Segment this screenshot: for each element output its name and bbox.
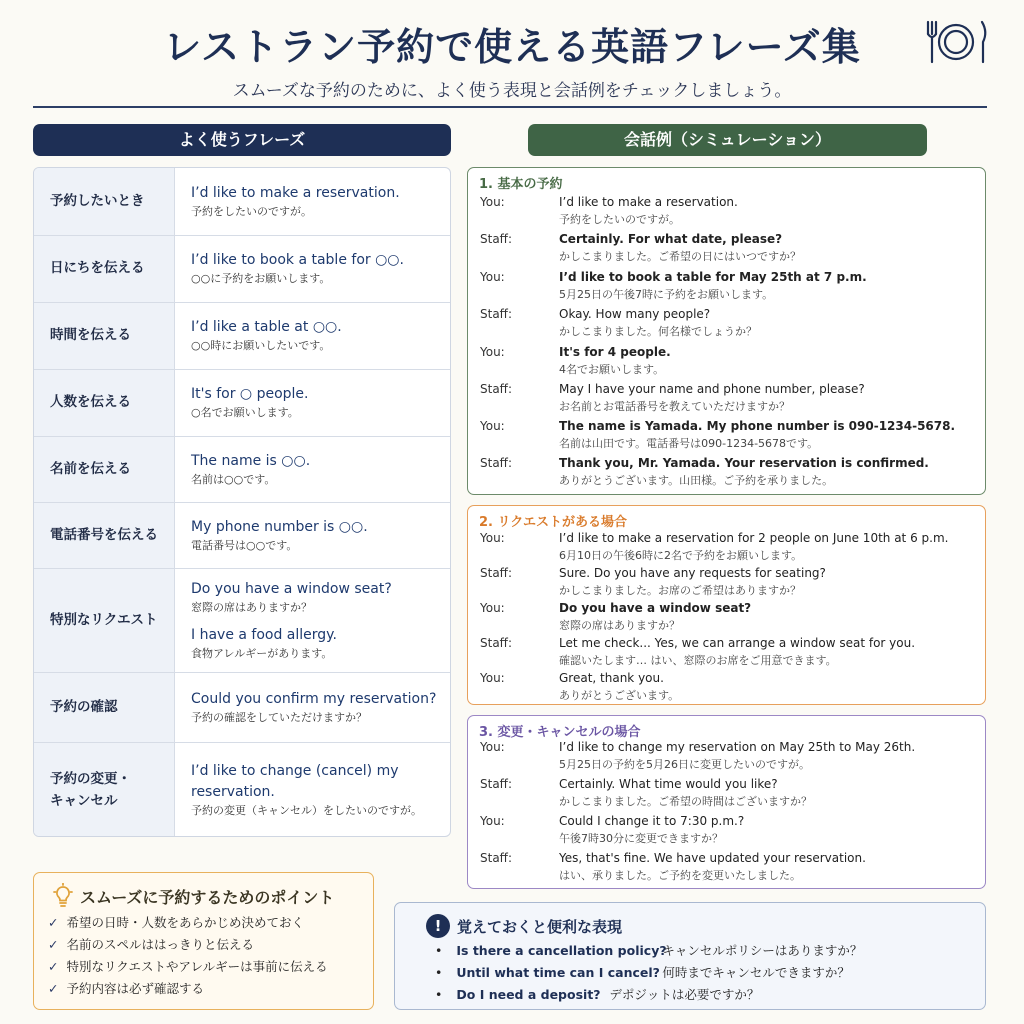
phrase-japanese: 電話番号は○○です。 (191, 538, 298, 552)
useful-item: • Do I need a deposit? デポジットは必要ですか？ (435, 987, 760, 1002)
phrase-category-line: キャンセル (50, 792, 118, 809)
speaker: You: (480, 419, 505, 433)
phrase-japanese: 食物アレルギーがあります。 (191, 646, 333, 660)
dialogue-request (467, 505, 986, 705)
speaker: Staff: (480, 382, 512, 396)
useful-japanese: デポジットは必要ですか？ (609, 987, 760, 1002)
tip-item (48, 979, 204, 997)
dialogue-japanese: かしこまりました。ご希望の時間はございますか？ (559, 795, 812, 808)
phrase-category (34, 743, 175, 837)
speaker: Staff: (480, 636, 512, 650)
phrase-row (34, 742, 450, 837)
dialogue-english: Thank you, Mr. Yamada. Your reservation is confirmed. (559, 456, 929, 470)
phrase-row (34, 568, 450, 672)
phrase-japanese: ○○時にお願いしたいです。 (191, 339, 331, 353)
phrase-category: 予約したいとき (34, 168, 175, 235)
dialogue-japanese: 予約をしたいのですが。 (559, 213, 680, 226)
dialogue-basic (467, 167, 986, 495)
speaker: You: (480, 270, 505, 284)
useful-item: • Is there a cancellation policy?キャンセルポリシーはありますか？ (435, 943, 863, 958)
useful-expressions-box (394, 902, 986, 1010)
speaker: You: (480, 601, 505, 615)
phrase-row (34, 302, 450, 369)
phrase-japanese: 名前は○○です。 (191, 472, 276, 486)
dialogue-japanese: 午後7時30分に変更できますか？ (559, 832, 723, 845)
phrase-row (34, 235, 450, 302)
page-subtitle: スムーズな予約のために、よく使う表現と会話例をチェックしましょう。 (232, 81, 792, 101)
fork-plate-knife-icon (922, 18, 990, 66)
phrase-row (34, 502, 450, 568)
speaker: You: (480, 531, 505, 545)
dialogue-english: I’d like to book a table for May 25th at 7 p.m. (559, 270, 867, 284)
useful-english: Until what time can I cancel? (456, 965, 660, 980)
page-title: レストラン予約で使える英語フレーズ集 (163, 25, 861, 69)
dialogue-english: I’d like to make a reservation. (559, 195, 738, 209)
phrase-english: reservation. (191, 783, 275, 800)
dialogue-english: Do you have a window seat? (559, 601, 752, 615)
dialogue-japanese: 5月25日の予約を5月26日に変更したいのですが。 (559, 758, 810, 771)
speaker: Staff: (480, 851, 512, 865)
phrase-row (34, 168, 450, 235)
dialogue-japanese: 6月10日の午後6時に2名で予約をお願いします。 (559, 549, 803, 562)
phrase-english: The name is ○○. (191, 452, 311, 469)
check-icon: ✓ (48, 915, 59, 930)
check-icon: ✓ (48, 981, 59, 996)
speaker: Staff: (480, 456, 512, 470)
phrase-japanese: 予約をしたいのですが。 (191, 204, 312, 218)
lightbulb-icon (52, 883, 74, 909)
phrase-japanese: ○○に予約をお願いします。 (191, 272, 331, 286)
phrase-japanese: 予約の変更（キャンセル）をしたいのですが。 (191, 804, 422, 817)
useful-english: Is there a cancellation policy? (456, 943, 667, 958)
check-icon: ✓ (48, 937, 59, 952)
speaker: Staff: (480, 307, 512, 321)
phrases-heading: よく使うフレーズ (33, 124, 451, 156)
speaker: Staff: (480, 777, 512, 791)
useful-japanese: キャンセルポリシーはありますか？ (662, 943, 863, 958)
phrase-row (34, 436, 450, 502)
dialogue-english: Certainly. What time would you like? (559, 777, 778, 791)
phrase-japanese: ○名でお願いします。 (191, 406, 299, 420)
phrase-category: 特別なリクエスト (34, 569, 175, 672)
dialogue-japanese: ありがとうございます。 (559, 689, 680, 702)
dialogue-english: Sure. Do you have any requests for seating? (559, 566, 826, 580)
phrase-table (33, 167, 451, 837)
phrase-japanese: 予約の確認をしていただけますか？ (191, 710, 367, 724)
tip-item (48, 913, 304, 931)
phrase-category: 名前を伝える (34, 437, 175, 502)
phrase-category: 予約の確認 (34, 673, 175, 742)
dialogue-english: I’d like to change my reservation on May 25th to May 26th. (559, 740, 916, 754)
phrase-english: I have a food allergy. (191, 626, 337, 643)
phrase-category: 時間を伝える (34, 303, 175, 369)
dialogue-japanese: かしこまりました。お席のご希望はありますか？ (559, 584, 801, 597)
phrase-english: It's for ○ people. (191, 386, 309, 403)
dialogue-english: May I have your name and phone number, please? (559, 382, 865, 396)
tip-text: 特別なリクエストやアレルギーは事前に伝える (66, 959, 328, 974)
dialogue-english: I’d like to make a reservation for 2 people on June 10th at 6 p.m. (559, 531, 949, 545)
phrase-row (34, 369, 450, 436)
dialogue-english: Yes, that's fine. We have updated your reservation. (559, 851, 866, 865)
phrase-english: I’d like to change (cancel) my (191, 763, 399, 780)
dialogue-title: 1. 基本の予約 (479, 177, 563, 192)
phrase-row (34, 672, 450, 742)
tip-text: 予約内容は必ず確認する (66, 981, 204, 996)
dialogue-japanese: 4名でお願いします。 (559, 363, 665, 376)
dialogue-title: 2. リクエストがある場合 (479, 515, 627, 530)
dialogue-english: The name is Yamada. My phone number is 090-1234-5678. (559, 419, 956, 433)
dialogue-english: It's for 4 people. (559, 345, 671, 359)
dialogue-english: Let me check... Yes, we can arrange a window seat for you. (559, 636, 916, 650)
dialogue-english: Certainly. For what date, please? (559, 232, 783, 246)
tip-item (48, 935, 254, 953)
dialogue-japanese: かしこまりました。何名様でしょうか？ (559, 325, 757, 338)
dialogue-japanese: 5月25日の午後7時に予約をお願いします。 (559, 288, 774, 301)
speaker: Staff: (480, 232, 512, 246)
tip-text: 名前のスペルははっきりと伝える (66, 937, 254, 952)
dialogue-japanese: かしこまりました。ご希望の日にはいつですか？ (559, 250, 801, 263)
phrase-category: 人数を伝える (34, 370, 175, 436)
tips-title: スムーズに予約するためのポイント (80, 888, 335, 907)
speaker: You: (480, 195, 505, 209)
dialogue-japanese: 名前は山田です。電話番号は090-1234-5678です。 (559, 437, 819, 450)
speaker: You: (480, 814, 505, 828)
tips-box (33, 872, 374, 1010)
dialogue-japanese: はい、承りました。ご予約を変更いたしました。 (559, 869, 801, 882)
tip-text: 希望の日時・人数をあらかじめ決めておく (66, 915, 304, 930)
phrase-english: My phone number is ○○. (191, 518, 368, 535)
dialogue-change-cancel (467, 715, 986, 889)
phrase-english: I’d like to book a table for ○○. (191, 252, 404, 269)
dialogue-title: 3. 変更・キャンセルの場合 (479, 725, 641, 740)
phrase-english: Could you confirm my reservation? (191, 690, 437, 707)
dialogue-english: Okay. How many people? (559, 307, 711, 321)
speaker: You: (480, 345, 505, 359)
header-divider (33, 106, 987, 108)
phrase-english: I’d like to make a reservation. (191, 184, 400, 201)
speaker: You: (480, 671, 505, 685)
dialogue-japanese: 窓際の席はありますか？ (559, 619, 680, 632)
phrase-category-line: 予約の変更・ (50, 770, 131, 787)
useful-japanese: 何時までキャンセルできますか？ (662, 965, 850, 980)
speaker: You: (480, 740, 505, 754)
useful-item: • Until what time can I cancel? 何時までキャンセルできますか？ (435, 965, 850, 980)
phrase-english: Do you have a window seat? (191, 580, 392, 597)
dialogue-japanese: ありがとうございます。山田様。ご予約を承りました。 (559, 474, 834, 487)
dialogue-english: Great, thank you. (559, 671, 664, 685)
dialogues-heading: 会話例（シミュレーション） (528, 124, 927, 156)
phrase-english: I’d like a table at ○○. (191, 319, 342, 336)
tip-item (48, 957, 328, 975)
useful-english: Do I need a deposit? (456, 987, 601, 1002)
phrase-category: 電話番号を伝える (34, 503, 175, 568)
phrase-category: 日にちを伝える (34, 236, 175, 302)
speaker: Staff: (480, 566, 512, 580)
dialogue-japanese: 確認いたします… はい、窓際のお席をご用意できます。 (559, 654, 837, 667)
exclamation-icon: ! (426, 914, 450, 938)
dialogue-english: Could I change it to 7:30 p.m.? (559, 814, 745, 828)
phrase-japanese: 窓際の席はありますか？ (191, 600, 312, 614)
dialogue-japanese: お名前とお電話番号を教えていただけますか？ (559, 400, 790, 413)
check-icon: ✓ (48, 959, 59, 974)
useful-title: 覚えておくと便利な表現 (457, 918, 623, 936)
